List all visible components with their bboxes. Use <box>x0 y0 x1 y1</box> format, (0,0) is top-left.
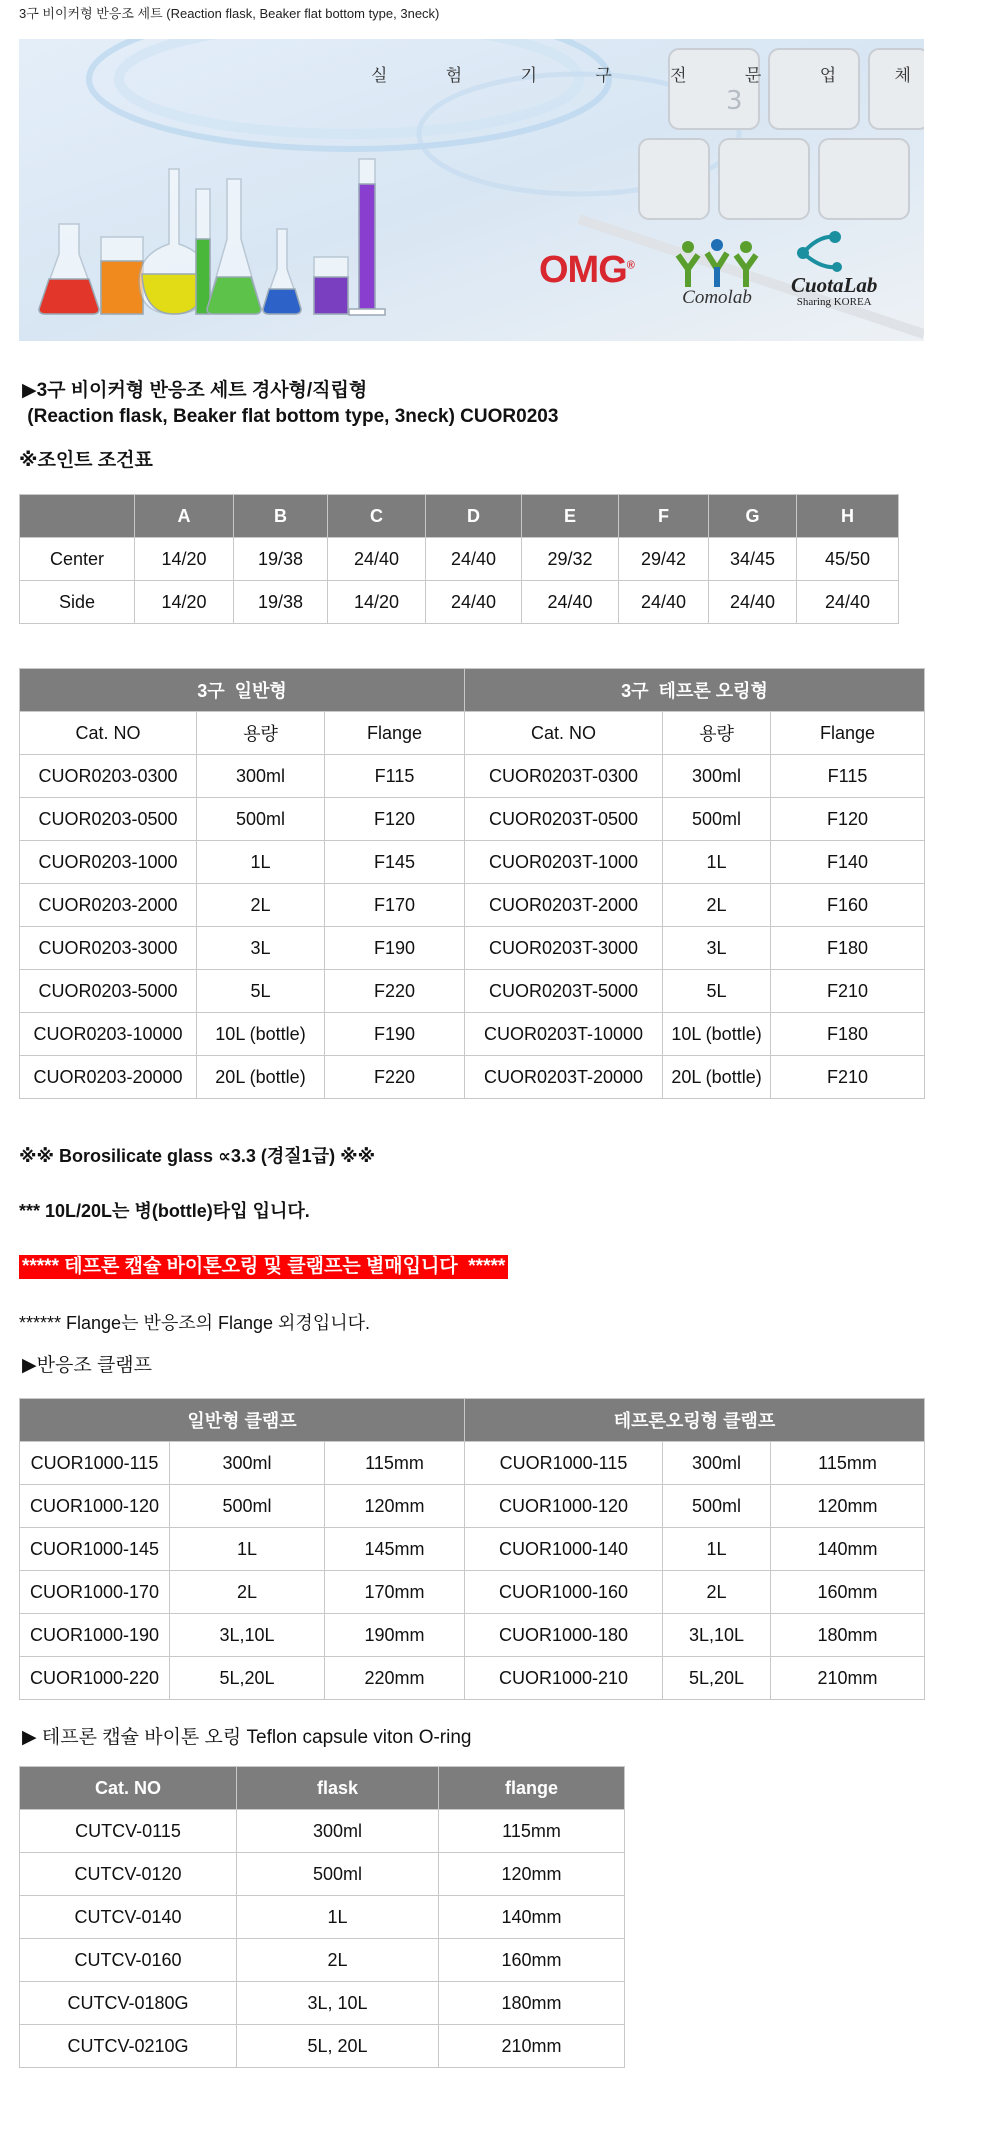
table-cell: CUTCV-0120 <box>20 1853 237 1896</box>
tagline-char: 구 <box>595 66 612 86</box>
table-cell: 24/40 <box>426 581 522 624</box>
flask-group-header-standard: 3구 일반형 <box>20 669 465 712</box>
table-cell: 300ml <box>663 755 771 798</box>
tagline-char: 문 <box>744 66 762 86</box>
table-cell: 5L,20L <box>170 1657 325 1700</box>
table-cell: CUOR1000-145 <box>20 1528 170 1571</box>
table-cell: 24/40 <box>619 581 709 624</box>
table-cell: 2L <box>237 1939 439 1982</box>
table-cell: 115mm <box>325 1442 465 1485</box>
table-cell: CUOR0203-3000 <box>20 927 197 970</box>
product-heading-line2: (Reaction flask, Beaker flat bottom type, 3neck) CUOR0203 <box>22 406 559 427</box>
table-cell: CUOR1000-115 <box>465 1442 663 1485</box>
oring-table <box>19 1766 625 2068</box>
table-cell: 300ml <box>663 1442 771 1485</box>
table-row <box>20 581 899 624</box>
clamp-group-header-teflon: 테프론오링형 클램프 <box>465 1399 925 1442</box>
table-cell: 5L,20L <box>663 1657 771 1700</box>
table-cell: 120mm <box>771 1485 925 1528</box>
flask-column-header: Flange <box>771 712 925 755</box>
table-cell: CUOR0203-20000 <box>20 1056 197 1099</box>
table-cell: F120 <box>771 798 925 841</box>
table-cell: CUOR1000-115 <box>20 1442 170 1485</box>
table-cell: CUOR0203-0300 <box>20 755 197 798</box>
table-cell: 20L (bottle) <box>197 1056 325 1099</box>
table-row <box>20 798 925 841</box>
note-bottle-type: *** 10L/20L는 병(bottle)타입 입니다. <box>19 1201 310 1221</box>
note-flange: ****** Flange는 반응조의 Flange 외경입니다. <box>19 1313 370 1333</box>
table-cell: 3L,10L <box>170 1614 325 1657</box>
table-cell: 3L, 10L <box>237 1982 439 2025</box>
table-cell: 2L <box>663 884 771 927</box>
table-cell: CUOR0203-5000 <box>20 970 197 1013</box>
table-cell: CUTCV-0160 <box>20 1939 237 1982</box>
clamp-section-title: ▶반응조 클램프 <box>22 1355 153 1376</box>
table-row <box>20 1939 625 1982</box>
table-cell: 2L <box>197 884 325 927</box>
table-cell: 300ml <box>170 1442 325 1485</box>
tagline-char: 험 <box>445 66 463 86</box>
table-cell: 300ml <box>197 755 325 798</box>
flask-column-header: Cat. NO <box>20 712 197 755</box>
table-row <box>20 2025 625 2068</box>
table-cell: 300ml <box>237 1810 439 1853</box>
registered-mark: ® <box>626 259 634 272</box>
table-cell: 115mm <box>439 1810 625 1853</box>
table-cell: 180mm <box>439 1982 625 2025</box>
table-cell: 19/38 <box>234 581 328 624</box>
table-cell: 10L (bottle) <box>197 1013 325 1056</box>
table-cell: 45/50 <box>797 538 899 581</box>
joint-table <box>19 494 899 624</box>
table-cell: 19/38 <box>234 538 328 581</box>
table-cell: 3L <box>663 927 771 970</box>
joint-header-cell <box>20 495 135 538</box>
table-cell: 115mm <box>771 1442 925 1485</box>
table-cell: 210mm <box>771 1657 925 1700</box>
table-cell: CUOR1000-120 <box>20 1485 170 1528</box>
table-cell: Side <box>20 581 135 624</box>
table-row <box>20 1528 925 1571</box>
comolab-mark-icon <box>674 239 760 289</box>
table-cell: 160mm <box>771 1571 925 1614</box>
table-cell: CUOR0203T-10000 <box>465 1013 663 1056</box>
table-row <box>20 1853 625 1896</box>
table-row <box>20 538 899 581</box>
table-cell: 2L <box>170 1571 325 1614</box>
table-cell: 1L <box>237 1896 439 1939</box>
table-cell: 5L <box>197 970 325 1013</box>
table-cell: 3L <box>197 927 325 970</box>
table-cell: 500ml <box>170 1485 325 1528</box>
comolab-logo <box>674 239 760 309</box>
comolab-logo-text: Comolab <box>682 287 752 308</box>
table-cell: CUOR0203T-1000 <box>465 841 663 884</box>
table-row <box>20 1485 925 1528</box>
joint-header-cell: C <box>328 495 426 538</box>
joint-header-cell: D <box>426 495 522 538</box>
banner-tagline <box>371 61 911 86</box>
table-cell: F220 <box>325 970 465 1013</box>
table-cell: CUOR0203-10000 <box>20 1013 197 1056</box>
omg-logo-text: OMG <box>539 249 627 291</box>
table-cell: 210mm <box>439 2025 625 2068</box>
tagline-char: 실 <box>371 66 388 86</box>
table-cell: F180 <box>771 1013 925 1056</box>
table-cell: F170 <box>325 884 465 927</box>
table-cell: 5L, 20L <box>237 2025 439 2068</box>
table-cell: 29/32 <box>522 538 619 581</box>
table-cell: 500ml <box>237 1853 439 1896</box>
table-row <box>20 1442 925 1485</box>
table-cell: 160mm <box>439 1939 625 1982</box>
page-title: 3구 비이커형 반응조 세트 (Reaction flask, Beaker flat bottom type, 3neck) <box>19 6 440 21</box>
cuotalab-logo <box>791 229 877 308</box>
cuotalab-logo-subtext: Sharing KOREA <box>796 296 872 308</box>
table-cell: CUOR1000-140 <box>465 1528 663 1571</box>
table-row <box>20 1056 925 1099</box>
table-cell: F190 <box>325 1013 465 1056</box>
product-heading-line1: ▶3구 비이커형 반응조 세트 경사형/직립형 <box>22 380 368 401</box>
flask-column-header: Flange <box>325 712 465 755</box>
table-row <box>20 1571 925 1614</box>
table-cell: F120 <box>325 798 465 841</box>
joint-table-title: ※조인트 조건표 <box>19 450 153 471</box>
table-cell: 14/20 <box>135 581 234 624</box>
table-row <box>20 755 925 798</box>
table-cell: Center <box>20 538 135 581</box>
table-cell: F190 <box>325 927 465 970</box>
table-row <box>20 1614 925 1657</box>
oring-header-cell: flange <box>439 1767 625 1810</box>
clamp-table <box>19 1398 925 1700</box>
table-cell: F140 <box>771 841 925 884</box>
cuotalab-mark-icon <box>791 229 851 273</box>
flask-group-header-teflon: 3구 테프론 오링형 <box>465 669 925 712</box>
product-heading <box>22 378 558 430</box>
table-cell: F145 <box>325 841 465 884</box>
table-cell: 24/40 <box>709 581 797 624</box>
table-cell: F210 <box>771 970 925 1013</box>
oring-header-cell: flask <box>237 1767 439 1810</box>
table-cell: 24/40 <box>797 581 899 624</box>
table-cell: 140mm <box>439 1896 625 1939</box>
table-cell: 170mm <box>325 1571 465 1614</box>
table-cell: CUOR0203T-3000 <box>465 927 663 970</box>
table-cell: 24/40 <box>522 581 619 624</box>
table-cell: CUTCV-0180G <box>20 1982 237 2025</box>
table-cell: F115 <box>325 755 465 798</box>
flask-column-header: 용량 <box>663 712 771 755</box>
table-cell: CUOR1000-120 <box>465 1485 663 1528</box>
table-cell: 1L <box>663 841 771 884</box>
table-cell: F115 <box>771 755 925 798</box>
tagline-char: 체 <box>894 66 911 86</box>
joint-header-cell: E <box>522 495 619 538</box>
svg-text:3: 3 <box>726 86 743 116</box>
table-cell: 145mm <box>325 1528 465 1571</box>
table-cell: 180mm <box>771 1614 925 1657</box>
table-cell: 140mm <box>771 1528 925 1571</box>
cuotalab-logo-text: CuotaLab <box>791 273 878 297</box>
table-cell: CUOR0203-1000 <box>20 841 197 884</box>
table-cell: F210 <box>771 1056 925 1099</box>
table-cell: CUOR0203T-0500 <box>465 798 663 841</box>
table-cell: 190mm <box>325 1614 465 1657</box>
table-cell: 10L (bottle) <box>663 1013 771 1056</box>
table-row <box>20 1657 925 1700</box>
table-cell: F180 <box>771 927 925 970</box>
table-cell: CUOR1000-190 <box>20 1614 170 1657</box>
table-cell: 14/20 <box>328 581 426 624</box>
table-row <box>20 1013 925 1056</box>
joint-header-cell: F <box>619 495 709 538</box>
flask-column-header: Cat. NO <box>465 712 663 755</box>
table-cell: 29/42 <box>619 538 709 581</box>
table-cell: 14/20 <box>135 538 234 581</box>
joint-header-cell: G <box>709 495 797 538</box>
table-row <box>20 1810 625 1853</box>
table-row <box>20 841 925 884</box>
omg-logo <box>539 249 634 292</box>
table-cell: 24/40 <box>426 538 522 581</box>
table-cell: F160 <box>771 884 925 927</box>
table-cell: 120mm <box>439 1853 625 1896</box>
joint-header-cell: A <box>135 495 234 538</box>
table-cell: 3L,10L <box>663 1614 771 1657</box>
table-cell: CUOR1000-170 <box>20 1571 170 1614</box>
note-borosilicate: ※※ Borosilicate glass ∝3.3 (경질1급) ※※ <box>19 1146 376 1166</box>
note-sold-separately: ***** 테프론 캡슐 바이톤오링 및 클램프는 별매입니다 ***** <box>19 1255 508 1279</box>
table-cell: 1L <box>170 1528 325 1571</box>
table-row <box>20 884 925 927</box>
table-cell: 34/45 <box>709 538 797 581</box>
clamp-group-header-standard: 일반형 클램프 <box>20 1399 465 1442</box>
table-cell: CUOR0203T-5000 <box>465 970 663 1013</box>
table-cell: 500ml <box>663 798 771 841</box>
table-cell: 2L <box>663 1571 771 1614</box>
table-cell: 500ml <box>197 798 325 841</box>
table-cell: CUOR1000-160 <box>465 1571 663 1614</box>
table-row <box>20 927 925 970</box>
table-cell: 24/40 <box>328 538 426 581</box>
table-cell: CUOR1000-180 <box>465 1614 663 1657</box>
oring-header-cell: Cat. NO <box>20 1767 237 1810</box>
joint-header-cell: B <box>234 495 328 538</box>
joint-header-cell: H <box>797 495 899 538</box>
table-cell: 5L <box>663 970 771 1013</box>
table-cell: 1L <box>197 841 325 884</box>
tagline-char: 기 <box>520 66 537 86</box>
table-cell: 1L <box>663 1528 771 1571</box>
table-cell: 120mm <box>325 1485 465 1528</box>
table-cell: CUOR0203-0500 <box>20 798 197 841</box>
table-cell: 500ml <box>663 1485 771 1528</box>
table-cell: F220 <box>325 1056 465 1099</box>
table-row <box>20 1982 625 2025</box>
table-cell: CUTCV-0210G <box>20 2025 237 2068</box>
flask-table <box>19 668 925 1099</box>
table-row <box>20 1896 625 1939</box>
tagline-char: 전 <box>670 66 687 86</box>
banner-image <box>19 39 924 341</box>
table-cell: CUTCV-0140 <box>20 1896 237 1939</box>
table-cell: CUOR0203-2000 <box>20 884 197 927</box>
table-cell: 220mm <box>325 1657 465 1700</box>
table-cell: CUOR0203T-0300 <box>465 755 663 798</box>
table-cell: CUOR1000-220 <box>20 1657 170 1700</box>
table-cell: CUOR1000-210 <box>465 1657 663 1700</box>
table-cell: CUOR0203T-2000 <box>465 884 663 927</box>
table-row <box>20 970 925 1013</box>
table-cell: CUTCV-0115 <box>20 1810 237 1853</box>
oring-section-title: ▶ 테프론 캡슐 바이톤 오링 Teflon capsule viton O-ring <box>22 1727 472 1748</box>
tagline-char: 업 <box>819 66 837 86</box>
table-cell: 20L (bottle) <box>663 1056 771 1099</box>
flask-column-header: 용량 <box>197 712 325 755</box>
table-cell: CUOR0203T-20000 <box>465 1056 663 1099</box>
